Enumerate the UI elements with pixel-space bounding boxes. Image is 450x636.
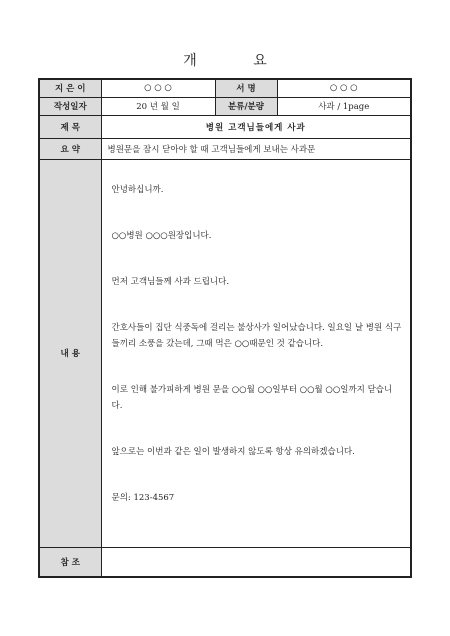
subject-label: 제 목 [39, 115, 101, 138]
subject-value[interactable]: 병원 고객님들에게 사과 [101, 115, 411, 138]
content-body[interactable] [101, 159, 411, 547]
content-paragraph-introduction: ○○병원 ○○○원장입니다. [111, 230, 212, 241]
reference-label: 참 조 [39, 547, 101, 577]
category-label: 분류/분량 [215, 97, 277, 115]
date-label: 작성일자 [39, 97, 101, 115]
content-paragraph-closure: 이로 인해 불가피하게 병원 문을 ○○월 ○○일부터 ○○월 ○○일까지 닫습니다. [111, 384, 393, 411]
date-value[interactable]: 20 년 월 일 [101, 97, 215, 115]
signature-value[interactable]: ○ ○ ○ [277, 79, 411, 97]
content-paragraph-apology: 먼저 고객님들께 사과 드립니다. [111, 276, 230, 287]
reference-value[interactable] [101, 547, 411, 577]
author-label: 지 은 이 [39, 79, 101, 97]
content-label: 내 용 [39, 159, 101, 547]
content-paragraph-promise: 앞으로는 이번과 같은 일이 발생하지 않도록 항상 유의하겠습니다. [111, 446, 355, 457]
summary-form-table [38, 78, 412, 578]
category-value[interactable]: 사과 / 1page [277, 97, 411, 115]
content-paragraph-contact: 문의: 123-4567 [111, 492, 175, 503]
signature-label: 서 명 [215, 79, 277, 97]
summary-value[interactable]: 병원문을 잠시 닫아야 할 때 고객님들에게 보내는 사과문 [101, 138, 411, 159]
summary-label: 요 약 [39, 138, 101, 159]
author-value[interactable]: ○ ○ ○ [101, 79, 215, 97]
document-title: 개 요 [183, 53, 293, 69]
content-paragraph-reason: 간호사들이 집단 식중독에 걸리는 불상사가 일어났습니다. 일요일 날 병원 식구들끼리 소풍을 갔는데, 그때 먹은 ○○때문인 것 같습니다. [111, 322, 402, 349]
content-paragraph-greeting: 안녕하십니까. [111, 184, 164, 195]
